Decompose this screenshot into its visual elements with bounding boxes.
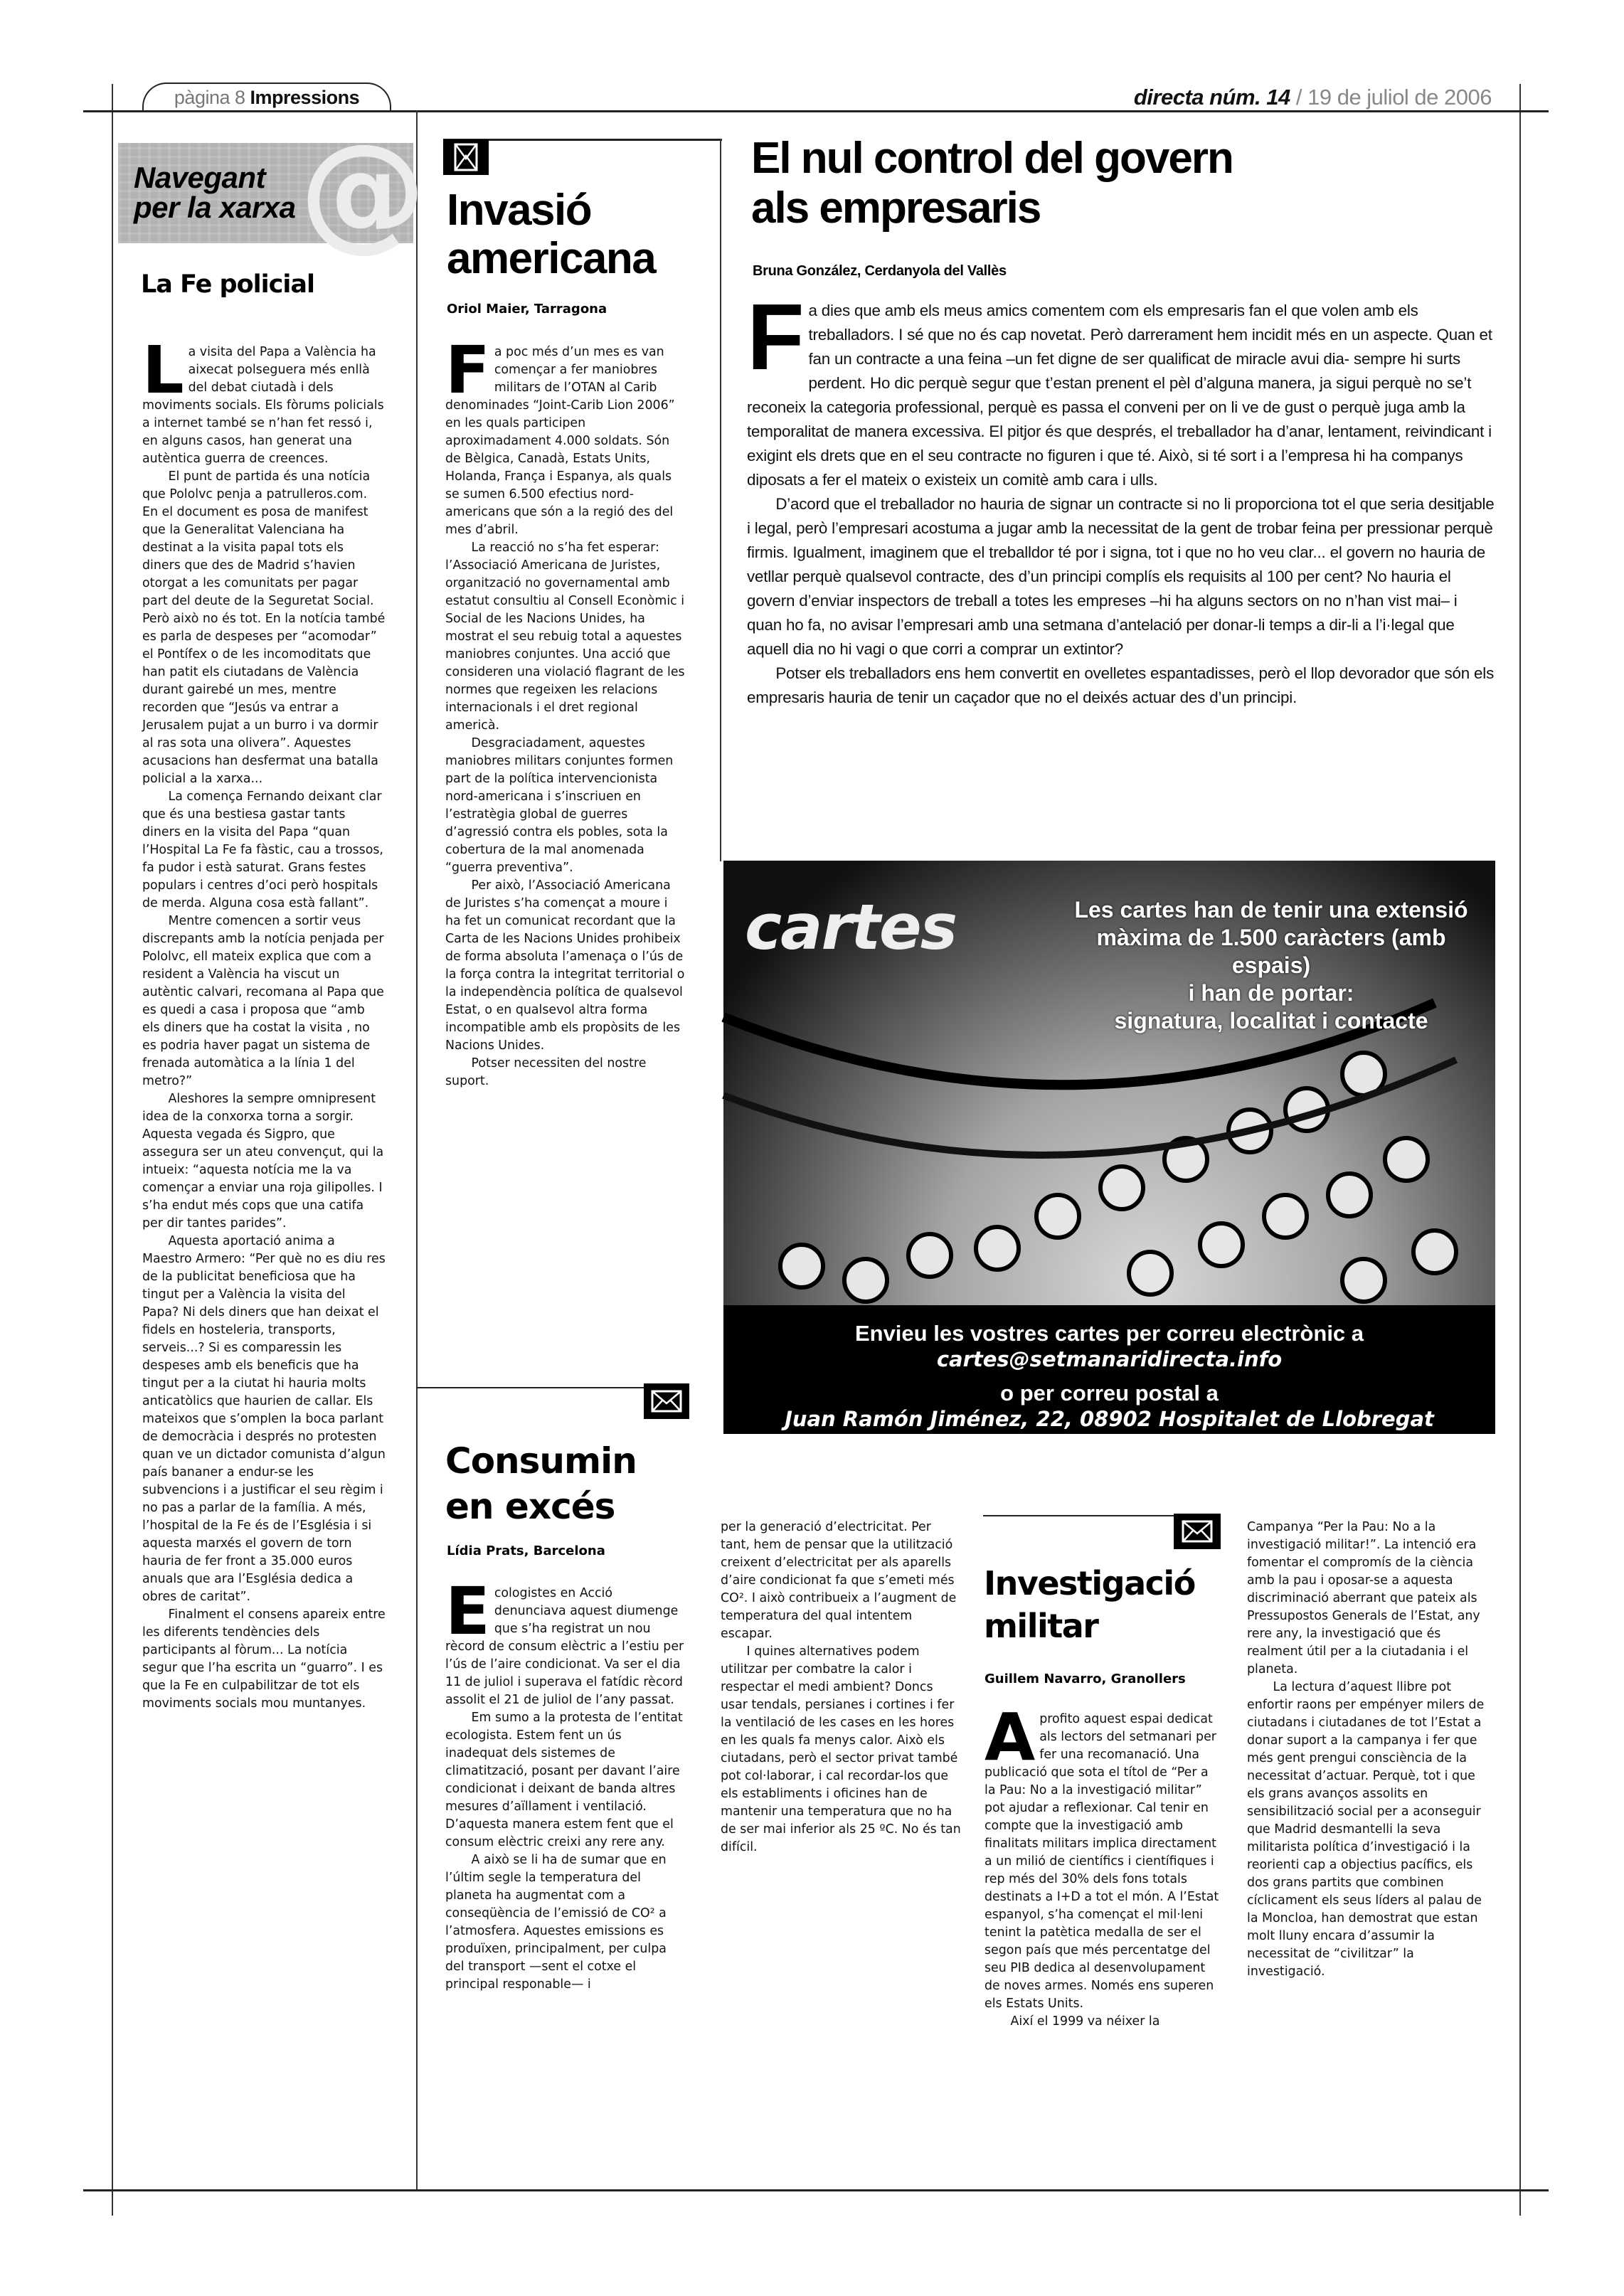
postal-address: Juan Ramón Jiménez, 22, 08902 Hospitalet de Llobregat xyxy=(785,1407,1434,1431)
drop-cap: F xyxy=(445,332,490,408)
rules-line: Les cartes han de tenir una extensió xyxy=(1074,897,1468,923)
drop-cap: L xyxy=(142,332,184,408)
lead-text: profito aquest espai dedicat als lectors del setmanari per fer una recomanació. Una publicació que sota el títol de “Per a la Pau: No a la investigació militar” pot ajudar a reflexionar. Cal tenir en compte que la investigació amb finalitats militars implica directament a un milió de científics i científiques i rep més del 30% dels fons totals destinats a I+D a tot el món. A l’Estat espanyol, s’ha començat el mil·leni tenint la patètica medalla de ser el segon país que més percentatge del seu PIB dedica al desenvolupament de noves armes. Només ens superen els Estats Units. xyxy=(985,1712,1219,2011)
title-line: El nul control del govern xyxy=(751,134,1233,183)
lead-paragraph xyxy=(142,332,386,468)
paragraph: Campanya “Per la Pau: No a la investigació militar!”. La intenció era fomentar el compromís de la ciència amb la pau i oposar-se a aquesta discriminació aberrant que pateix als Pressupostos Generals de l’Estat, any rere any, la investigació que és realment útil per a la ciutadania i el planeta. xyxy=(1247,1520,1480,1676)
paragraph: A això se li ha de sumar que en l’últim segle la temperatura del planeta ha augmentat com a conseqüència de l’emissió de CO² a l’atmosfera. Aquestes emissions es produïxen, principalment, per culpa del transport —sent el cotxe el principal responable— i xyxy=(445,1853,667,1992)
lead-paragraph xyxy=(747,285,1495,492)
paragraphs xyxy=(445,1709,687,1994)
at-sign-logo: @ xyxy=(299,117,426,264)
lead-text: a poc més d’un mes es van començar a fer maniobres militars de l’OTAN al Carib denominades “Joint-Carib Lion 2006” en les quals participen aproximadament 4.000 soldats. Són de Bèlgica, Canadà, Estats Units, Holanda, França i Espanya, als quals se sumen 6.500 efectius nord-americans que són a la regió des del mes d’abril. xyxy=(445,345,675,537)
paragraphs xyxy=(445,539,686,1090)
section-rule xyxy=(983,1515,1175,1516)
paragraph: Potser els treballadors ens hem convertit en ovelletes espantadisses, però el llop devorador que són els empresaris hauria de tenir un caçador que no el deixés actuar des d’un principi. xyxy=(747,664,1495,706)
paragraphs xyxy=(1247,1519,1492,1981)
lead-paragraph xyxy=(445,1573,687,1709)
paragraph: Potser necessiten del nostre suport. xyxy=(445,1056,647,1088)
paragraph: Desgraciadament, aquestes maniobres militars conjuntes formen part de la política intervencionista nord-americana i s’inscriuen en l’estratègia global de guerres d’agressió contra els pobles, sota la cobertura de la mal anomenada “guerra preventiva”. xyxy=(445,736,674,875)
lead-text: cologistes en Acció denunciava aquest diumenge que s’ha registrat un nou rècord de consum elèctric a l’estiu per l’ús de l’aire condicionat. Va ser el dia 11 de juliol i superava el fatídic rècord assolit el 21 de juliol de l’any passat. xyxy=(445,1586,684,1707)
paragraph: Així el 1999 va néixer la xyxy=(1010,2014,1160,2029)
letters-submission-box xyxy=(723,861,1495,1434)
rules-line: i han de portar: xyxy=(1188,980,1354,1006)
title-line: en excés xyxy=(445,1486,615,1527)
drop-cap: A xyxy=(985,1699,1036,1775)
article-body-investigacio-continued xyxy=(1247,1519,1492,1981)
title-line: Investigació xyxy=(984,1564,1195,1603)
cartes-logo: cartes xyxy=(745,891,957,964)
navegant-title-line: per la xarxa xyxy=(134,191,296,224)
paragraph: La lectura d’aquest llibre pot enfortir raons per empényer milers de ciutadans i ciutadanes de tot l’Estat a donar suport a la campanya i fer que més gent prengui consciència de la necessitat d’actuar. Perquè, tot i que els grans avanços assolits en sensibilització social per a aconseguir que Madrid desmantelli la seva militarista política d’investigació i la reorienti cap a objectius pacífics, els dos grans partits que combinen cíclicament els seus líders al palau de la Moncloa, han demostrat que estan molt lluny encara d’assumir la necessitat de “civilitzar” la investigació. xyxy=(1247,1680,1485,1979)
masthead xyxy=(1134,84,1492,111)
rules-line: màxima de 1.500 caràcters (amb espais) xyxy=(1096,925,1446,978)
article-body-consumin-continued xyxy=(721,1519,962,1856)
paragraph: D’acord que el treballador no hauria de signar un contracte si no li proporciona tot el que seria desitjable i legal, però l’empresari acostuma a jugar amb la necessitat de la gent de trobar feina per pressionar perquè firmis. Igualment, imaginem que el treballdor té por i signa, tot i que no ho veu clar... el govern no hauria de vetllar perquè qualsevol contracte, des d’un principi complís els requisits al 100 per cent? No hauria el govern d’enviar inspectors de treball a totes les empreses –hi ha alguns sectors on no n’han vist mai– i quan ho fa, no avisar l’empresari amb una setmana d’antelació per donar-li temps a dir-li a l’i·legal que aquell dia no hi vagi o que corri a comprar un extintor? xyxy=(747,495,1495,658)
byline: Oriol Maier, Tarragona xyxy=(447,302,607,317)
section-rule xyxy=(417,1387,644,1388)
publication-issue: directa núm. 14 xyxy=(1133,85,1290,110)
section-tab xyxy=(142,83,391,112)
article-body-invasio xyxy=(445,332,686,1090)
title-line: Invasió xyxy=(447,186,592,235)
article-body-investigacio xyxy=(985,1699,1222,2031)
section-name: Impressions xyxy=(250,87,360,108)
byline: Bruna González, Cerdanyola del Vallès xyxy=(753,263,1007,279)
lead-paragraph xyxy=(985,1699,1222,2013)
byline: Guillem Navarro, Granollers xyxy=(985,1671,1186,1686)
drop-cap: E xyxy=(445,1573,490,1649)
navegant-banner xyxy=(118,117,426,264)
postal-intro: o per correu postal a xyxy=(1000,1381,1219,1405)
title-line: als empresaris xyxy=(751,184,1041,233)
title-line: americana xyxy=(447,234,656,283)
navegant-title-line: Navegant xyxy=(134,161,266,194)
title-line: Consumin xyxy=(445,1440,637,1482)
page-frame-left xyxy=(112,84,113,2216)
paragraphs xyxy=(142,468,386,1713)
page-frame-right xyxy=(1519,84,1521,2216)
paragraphs xyxy=(985,2013,1222,2031)
paragraph: I quines alternatives podem utilitzar per combatre la calor i respectar el medi ambient? Doncs usar tendals, persianes i cortines i fer la ventilació de les cases en les hores en les quals fa menys calor. Això els ciutadans, però el sector privat també pot col·laborar, i cal recordar-los que els establiments i oficines han de mantenir una temperatura que no ha de ser mai inferior als 25 ºC. No és tan difícil. xyxy=(721,1644,961,1854)
article-title xyxy=(751,134,1233,233)
column-divider xyxy=(416,110,418,2189)
navegant-title xyxy=(134,163,296,223)
article-body-nul-control xyxy=(747,285,1495,710)
footer-rule xyxy=(83,2189,1549,2191)
lead-text: a visita del Papa a València ha aixecat polseguera més enllà del debat ciutadà i dels moviments socials. Els fòrums policials a internet també se n’han fet ressó i, en alguns casos, han generat una autèntica guerra de creences. xyxy=(142,345,384,466)
paragraphs xyxy=(721,1519,962,1856)
paragraph: El punt de partida és una notícia que Pololvc penja a patrulleros.com. En el document es posa de manifest que la Generalitat Valenciana ha destinat a la visita papal tots els diners que des de Madrid s’havien otorgat a les comunitats per pagar part del deute de la Seguretat Social. Però això no és tot. En la notícia també es parla de despeses per “acomodar” el Pontífex o de les incomoditats que han patit els ciutadans de València durant gairebé un mes, mentre recorden que “Jesús va entrar a Jerusalem pujat a un burro i va dormir al ras sota una olivera”. Aquestes acusacions han desfermat una batalla policial a la xarxa... xyxy=(142,469,386,786)
rules-line: signatura, localitat i contacte xyxy=(1114,1008,1428,1033)
article-title xyxy=(984,1562,1195,1647)
submission-rules xyxy=(1058,896,1485,1035)
drop-cap: F xyxy=(747,285,805,389)
email-intro: Envieu les vostres cartes per correu electrònic a xyxy=(854,1321,1364,1346)
envelope-icon xyxy=(1174,1514,1221,1549)
envelope-icon xyxy=(644,1383,689,1419)
envelope-icon xyxy=(443,139,489,175)
issue-date: / 19 de juliol de 2006 xyxy=(1290,85,1492,110)
paragraph: Aleshores la sempre omnipresent idea de la conxorxa torna a sorgir. Aquesta vegada és Sigpro, que assegura ser un ateu convençut, qui la intueix: “aquesta notícia me la va començar a enviar una roja gilipolles. I s’ha endut més cops que una catifa per dir tantes parides”. xyxy=(142,1092,384,1231)
paragraph: per la generació d’electricitat. Per tant, hem de pensar que la utilització creixent d’electricitat per als aparells d’aire condicionat fa que s’emeti més CO². I això contribueix a l’augment de temperatura del qual intentem escapar. xyxy=(721,1520,957,1641)
paragraph: Finalment el consens apareix entre les diferents tendències dels participants al fòrum... La notícia segur que l’ha escrita un “guarro”. I es que la Fe en culpabilitzar de tot els moviments socials mou muntanyes. xyxy=(142,1607,386,1711)
paragraph: Mentre comencen a sortir veus discrepants amb la notícia penjada per Pololvc, ell mateix explica que com a resident a València ha viscut un autèntic calvari, recomana al Papa que es quedi a casa i proposa que “amb els diners que ha costat la visita , no es podria haver pagat un sistema de frenada automàtica a la línia 1 del metro?” xyxy=(142,914,384,1088)
paragraph: Aquesta aportació anima a Maestro Armero: “Per què no es diu res de la publicitat beneficiosa que ha tingut per a València la visita del Papa? Ni dels diners que han deixat el fidels en hosteleria, transports, serveis...? Si es comparessin les despeses amb els beneficis que ha tingut per a la ciutat hi hauria molts anticatòlics que haurien de callar. Els mateixos que s’omplen la boca parlant de democràcia i després no protesten quan ve un dictador comunista d’algun país bananer a endur-se les subvencions i a justificar el seu règim i no pas a parlar de la família. A més, l’hospital de la Fe és de l’Església i si aquesta marxés el govern de torn hauria de fer front a 35.000 euros anuals que ara l’Església dedica a obres de caritat”. xyxy=(142,1234,386,1604)
letter-box-right-rule xyxy=(720,139,721,861)
submission-email-link[interactable]: cartes@setmanaridirecta.info xyxy=(936,1347,1283,1371)
article-title: La Fe policial xyxy=(141,270,314,299)
lead-text: a dies que amb els meus amics comentem com els empresaris fan el que volen amb els treballadors. I sé que no és cap novetat. Però darrerament hem incidit més en un aspecte. Quan et fan un contracte a una feina –un fet digne de ser qualificat de miracle avui dia- sempre hi surts perdent. Ho dic perquè segur que t’estan prenent el pèl d’alguna manera, ja sigui perquè no se’t reconeix la categoria professional, perquè es passa el conveni per on li ve de gust o perquè juga amb la temporalitat de manera excessiva. El pitjor és que després, el treballador ha d’anar, lentament, reivindicant i exigint els drets que en el seu contracte no figuren i que té. Això, si té sort i a l’empresa hi ha companys diposats a fer el mateix o existeix un comitè amb cara i ulls. xyxy=(747,302,1492,489)
byline: Lídia Prats, Barcelona xyxy=(447,1543,605,1558)
submission-contact xyxy=(723,1312,1495,1434)
paragraph: La reacció no s’ha fet esperar: l’Associació Americana de Juristes, organització no governamental amb estatut consultiu al Consell Econòmic i Social de les Nacions Unides, ha mostrat el seu rebuig total a aquestes maniobres conjuntes. Una acció que consideren una violació flagrant de les normes que regeixen les relacions internacionals i el dret regional americà. xyxy=(445,541,685,733)
paragraph: La comença Fernando deixant clar que és una bestiesa gastar tants diners en la visita del Papa “quan l’Hospital La Fe fa fàstic, cau a trossos, fa pudor i està saturat. Grans festes populars i centres d’oci però hospitals de merda. Alguna cosa està fallant”. xyxy=(142,790,383,910)
article-body-la-fe xyxy=(142,332,386,1713)
article-title xyxy=(447,186,655,283)
page-number: pàgina 8 xyxy=(174,87,245,108)
paragraph: Per això, l’Associació Americana de Juristes s’ha començat a moure i ha fet un comunicat recordant que la Carta de les Nacions Unides prohibeix de forma absoluta l’amenaça o l’ús de la força contra la integritat territorial o la independència política de qualsevol Estat, o en qualsevol altra forma incompatible amb els propòsits de les Nacions Unides. xyxy=(445,878,685,1053)
paragraphs xyxy=(747,492,1495,710)
paragraph: Em sumo a la protesta de l’entitat ecologista. Estem fent un ús inadequat dels sistemes de climatització, posant per davant l’aire condicionat i deixant de banda altres mesures d’aïllament i ventilació. D’aquesta manera estem fent que el consum elèctric creixi any rere any. xyxy=(445,1711,683,1849)
article-body-consumin xyxy=(445,1573,687,1994)
article-title xyxy=(445,1438,637,1529)
lead-paragraph xyxy=(445,332,686,539)
title-line: militar xyxy=(984,1607,1098,1645)
